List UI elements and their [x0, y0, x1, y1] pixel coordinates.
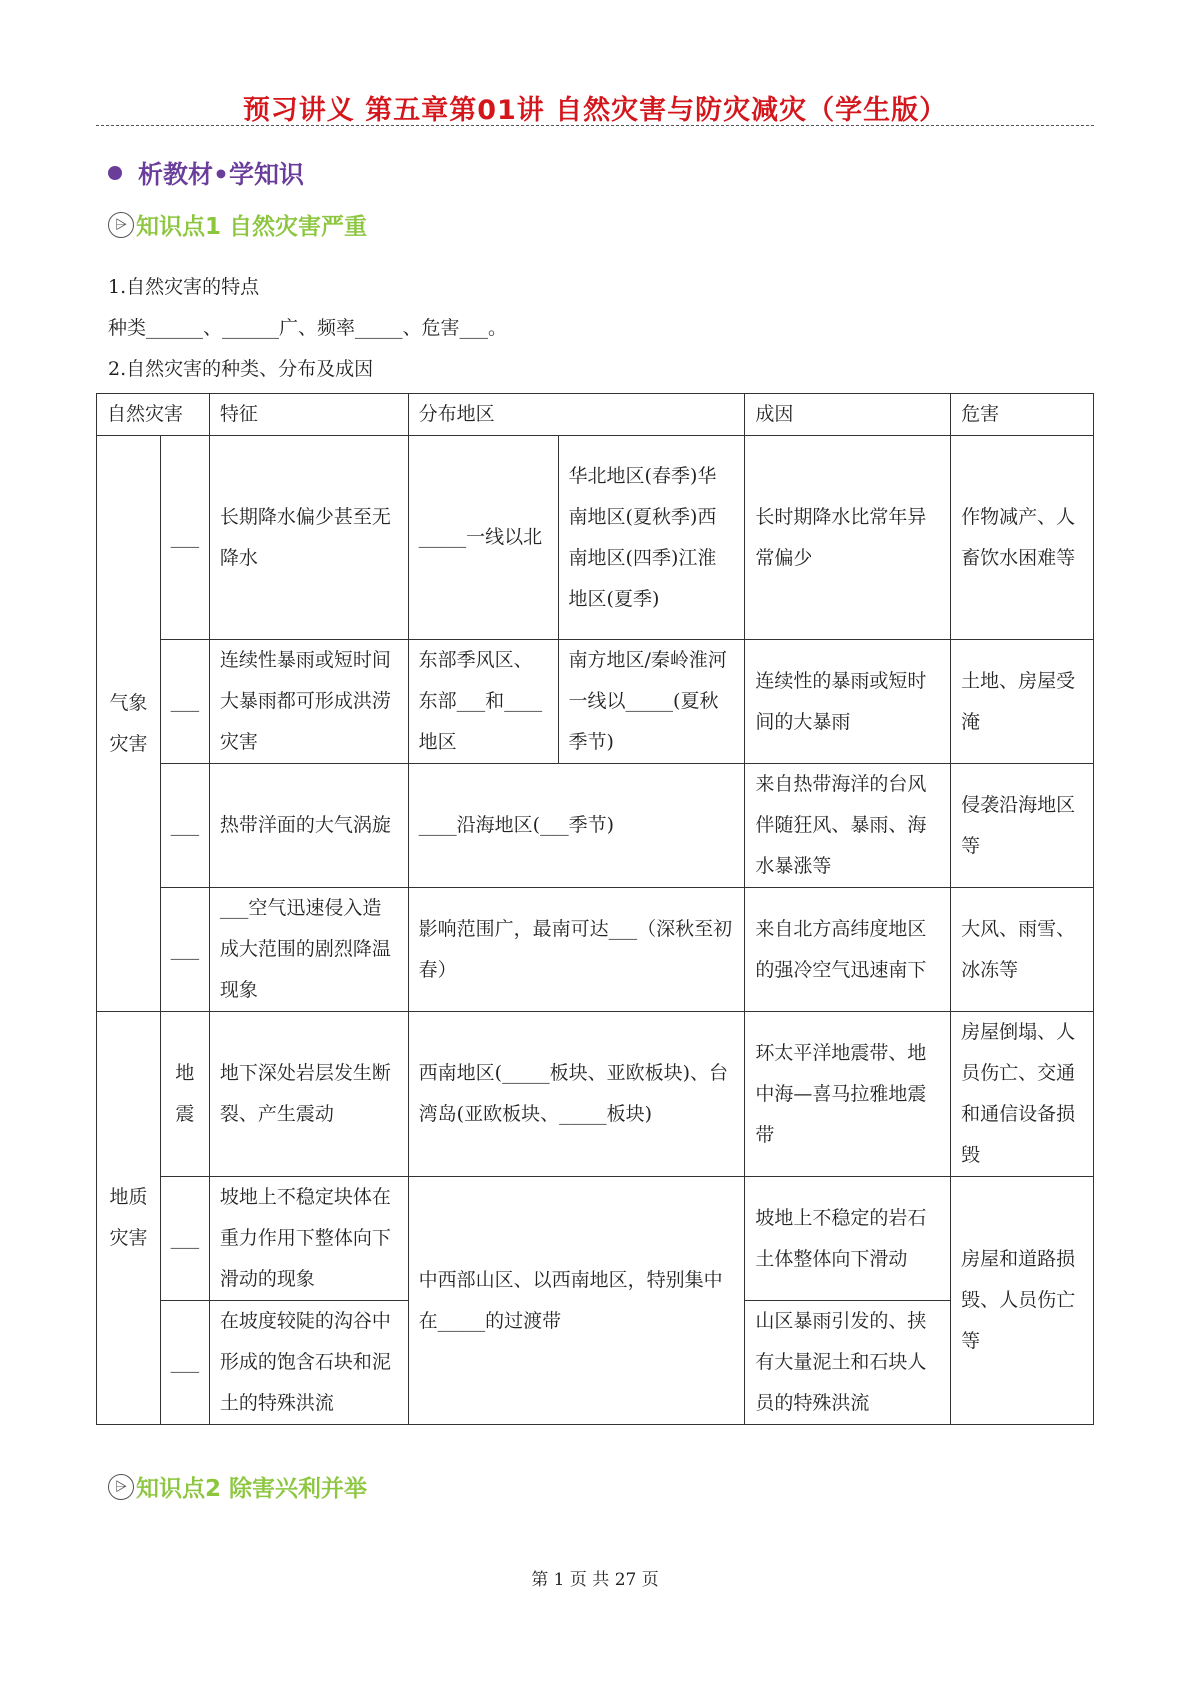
knowledge-point-2-heading [108, 1470, 367, 1503]
table-row [97, 640, 1094, 764]
category-geo: 地质灾害 [97, 1012, 161, 1425]
coldwave-dist: 影响范围广，最南可达___（深秋至初春） [408, 888, 745, 1012]
text-line-3: 2.自然灾害的种类、分布及成因 [108, 358, 374, 380]
category-meteo: 气象灾害 [97, 436, 161, 1012]
earthquake-name: 地震 [160, 1012, 209, 1177]
title-divider [96, 125, 1094, 126]
text-line-1: 1.自然灾害的特点 [108, 276, 260, 298]
drought-dist-a: _____一线以北 [408, 436, 558, 640]
drought-cause: 长时期降水比常年异常偏少 [745, 436, 951, 640]
table-row [97, 436, 1094, 640]
flood-name: ___ [160, 640, 209, 764]
header-distribution: 分布地区 [408, 394, 745, 436]
landslide-name: ___ [160, 1177, 209, 1301]
drought-feature: 长期降水偏少甚至无降水 [209, 436, 408, 640]
table-row [97, 1177, 1094, 1301]
table-row [97, 764, 1094, 888]
geo-shared-dist: 中西部山区、以西南地区，特别集中在_____的过渡带 [408, 1177, 745, 1425]
flood-cause: 连续性的暴雨或短时间的大暴雨 [745, 640, 951, 764]
coldwave-feature: ___空气迅速侵入造成大范围的剧烈降温现象 [209, 888, 408, 1012]
table-row [97, 1012, 1094, 1177]
knowledge-point-2-title: 知识点2 除害兴利并举 [136, 1476, 368, 1502]
debrisflow-feature: 在坡度较陡的沟谷中形成的饱含石块和泥土的特殊洪流 [209, 1301, 408, 1425]
flood-dist-b: 南方地区/秦岭淮河一线以_____(夏秋季节) [558, 640, 745, 764]
coldwave-harm: 大风、雨雪、冰冻等 [951, 888, 1094, 1012]
typhoon-harm: 侵袭沿海地区等 [951, 764, 1094, 888]
debrisflow-name: ___ [160, 1301, 209, 1425]
page-title: 预习讲义 第五章第01讲 自然灾害与防灾减灾（学生版） [242, 95, 948, 126]
disaster-table [96, 393, 1094, 1425]
typhoon-name: ___ [160, 764, 209, 888]
flood-harm: 土地、房屋受淹 [951, 640, 1094, 764]
table-row [97, 888, 1094, 1012]
text-line-2: 种类______、______广、频率_____、危害___。 [108, 317, 508, 339]
header-feature: 特征 [209, 394, 408, 436]
debrisflow-cause: 山区暴雨引发的、挟有大量泥土和石块人员的特殊洪流 [745, 1301, 951, 1425]
coldwave-name: ___ [160, 888, 209, 1012]
typhoon-cause: 来自热带海洋的台风伴随狂风、暴雨、海水暴涨等 [745, 764, 951, 888]
header-harm: 危害 [951, 394, 1094, 436]
section-title: 析教材•学知识 [138, 160, 304, 189]
geo-shared-harm: 房屋和道路损毁、人员伤亡等 [951, 1177, 1094, 1425]
flood-dist-a: 东部季风区、东部___和____地区 [408, 640, 558, 764]
drought-dist-b: 华北地区(春季)华南地区(夏秋季)西南地区(四季)江淮地区(夏季) [558, 436, 745, 640]
landslide-feature: 坡地上不稳定块体在重力作用下整体向下滑动的现象 [209, 1177, 408, 1301]
section-heading [108, 155, 304, 191]
knowledge-point-1-heading [108, 208, 367, 241]
header-disaster: 自然灾害 [97, 394, 210, 436]
bullet-dot-icon [108, 166, 122, 180]
earthquake-feature: 地下深处岩层发生断裂、产生震动 [209, 1012, 408, 1177]
page-footer: 第 1 页 共 27 页 [531, 1570, 659, 1590]
earthquake-cause: 环太平洋地震带、地中海—喜马拉雅地震带 [745, 1012, 951, 1177]
arrow-circle-icon: ⩥ [108, 212, 134, 238]
typhoon-dist: ____沿海地区(___季节) [408, 764, 745, 888]
header-cause: 成因 [745, 394, 951, 436]
typhoon-feature: 热带洋面的大气涡旋 [209, 764, 408, 888]
knowledge-point-1-title: 知识点1 自然灾害严重 [136, 214, 368, 240]
earthquake-dist: 西南地区(_____板块、亚欧板块)、台湾岛(亚欧板块、_____板块) [408, 1012, 745, 1177]
flood-feature: 连续性暴雨或短时间大暴雨都可形成洪涝灾害 [209, 640, 408, 764]
landslide-cause: 坡地上不稳定的岩石土体整体向下滑动 [745, 1177, 951, 1301]
earthquake-harm: 房屋倒塌、人员伤亡、交通和通信设备损毁 [951, 1012, 1094, 1177]
drought-harm: 作物减产、人畜饮水困难等 [951, 436, 1094, 640]
drought-name: ___ [160, 436, 209, 640]
arrow-circle-icon: ⩥ [108, 1474, 134, 1500]
table-header-row [97, 394, 1094, 436]
coldwave-cause: 来自北方高纬度地区的强冷空气迅速南下 [745, 888, 951, 1012]
